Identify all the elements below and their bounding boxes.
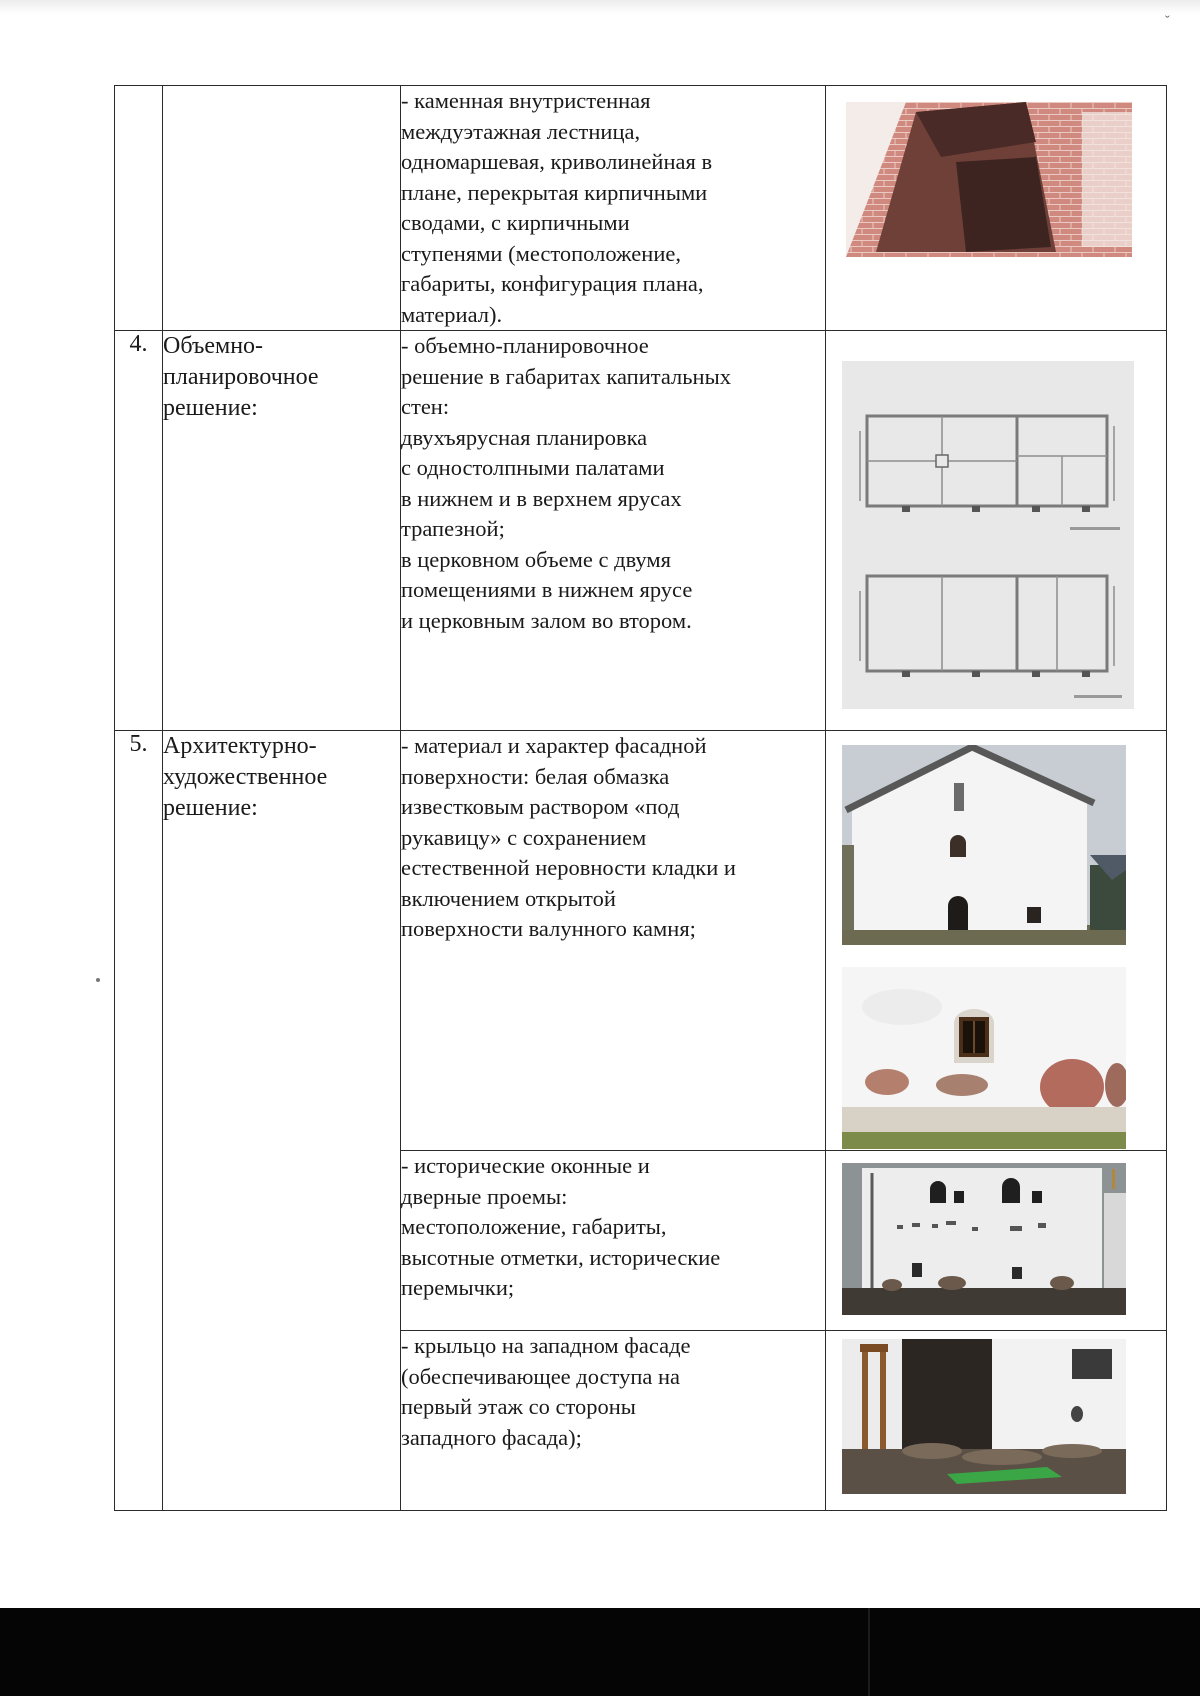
text-line: высотные отметки, исторические — [401, 1244, 721, 1270]
text-line: поверхности: белая обмазка — [401, 763, 670, 789]
floor-plan-drawing — [842, 361, 1134, 709]
text-line: помещениями в нижнем ярусе — [401, 577, 693, 602]
text-line: известковым раствором «под — [401, 794, 680, 819]
text-line: включением открытой — [401, 885, 616, 911]
name-line: художественное — [163, 764, 328, 790]
text-line: и церковным залом во втором. — [401, 607, 692, 633]
text-line: сводами, с кирпичными — [401, 210, 630, 235]
name-line: решение: — [163, 795, 258, 821]
name-line: решение: — [163, 395, 258, 421]
description-plan — [401, 331, 826, 731]
text-line: - крыльцо на западном фасаде — [401, 1333, 691, 1358]
table-row-stair — [115, 86, 1167, 331]
facade-photo — [842, 745, 1126, 945]
text-line: междуэтажная лестница, — [401, 118, 641, 144]
text-line: естественной неровности кладки и — [401, 855, 736, 880]
row-number: 4. — [115, 331, 163, 731]
number-cell — [115, 86, 163, 331]
text-line: - каменная внутристенная — [401, 88, 651, 113]
text-line: западного фасада); — [401, 1424, 582, 1450]
name-line: Архитектурно- — [163, 733, 317, 759]
table-row-facade — [115, 731, 1167, 1151]
wall-window-photo — [842, 967, 1126, 1149]
text-line: рукавицу» с сохранением — [401, 824, 647, 850]
scan-seam — [868, 1608, 870, 1696]
text-line: (обеспечивающее доступа на — [401, 1363, 681, 1389]
scan-border — [0, 1608, 1200, 1696]
text-line: ступенями (местоположение, — [401, 240, 681, 266]
text-line: - исторические оконные и — [401, 1153, 650, 1178]
table-row-plan — [115, 331, 1167, 731]
description-openings — [401, 1151, 826, 1331]
description-porch — [401, 1331, 826, 1511]
photo-cell-stair — [826, 86, 1167, 331]
photo-cell-porch — [826, 1331, 1167, 1511]
stair-photo — [846, 102, 1132, 257]
text-line: габариты, конфигурация плана, — [401, 271, 704, 296]
text-line: - объемно-планировочное — [401, 333, 649, 358]
text-line: поверхности валунного камня; — [401, 916, 696, 941]
photo-cell-facade — [826, 731, 1167, 1151]
text-line: стен: — [401, 394, 450, 419]
text-line: с одностолпными палатами — [401, 455, 665, 480]
text-line: в церковном объеме с двумя — [401, 546, 671, 572]
description-facade — [401, 731, 826, 1151]
scan-speck — [96, 978, 100, 982]
text-line: трапезной; — [401, 516, 505, 541]
text-line: перемычки; — [401, 1275, 515, 1300]
scan-top-shade — [0, 0, 1200, 14]
scan-mark: ˇ — [1165, 14, 1170, 29]
text-line: двухъярусная планировка — [401, 424, 648, 450]
text-line: местоположение, габариты, — [401, 1214, 667, 1239]
openings-photo — [842, 1163, 1126, 1315]
photo-cell-plan — [826, 331, 1167, 731]
text-line: материал). — [401, 301, 503, 327]
photo-cell-openings — [826, 1151, 1167, 1331]
text-line: - материал и характер фасадной — [401, 733, 707, 758]
porch-photo — [842, 1339, 1126, 1494]
name-line: планировочное — [163, 364, 319, 390]
text-line: решение в габаритах капитальных — [401, 363, 731, 389]
text-line: дверные проемы: — [401, 1183, 568, 1209]
text-line: плане, перекрытая кирпичными — [401, 179, 708, 205]
name-line: Объемно- — [163, 333, 264, 359]
name-cell — [163, 86, 401, 331]
heritage-features-table — [114, 85, 1167, 1511]
row-name — [163, 731, 401, 1511]
description-stair — [401, 86, 826, 331]
row-name — [163, 331, 401, 731]
row-number: 5. — [115, 731, 163, 1511]
text-line: первый этаж со стороны — [401, 1394, 636, 1419]
text-line: одномаршевая, криволинейная в — [401, 149, 713, 174]
text-line: в нижнем и в верхнем ярусах — [401, 485, 682, 511]
